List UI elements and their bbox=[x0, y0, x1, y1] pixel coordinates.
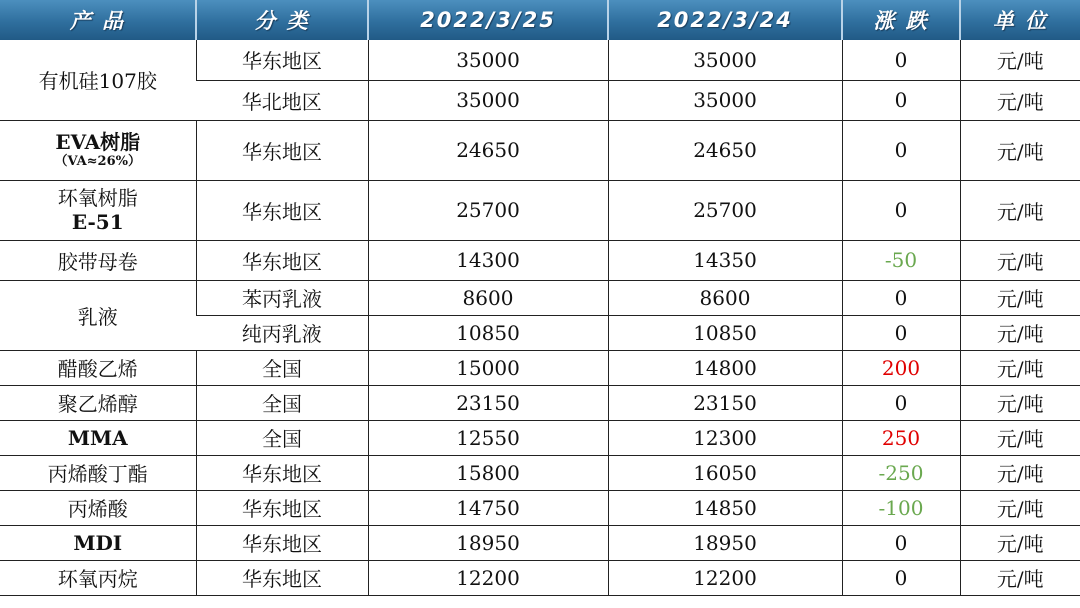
unit-cell: 元/吨 bbox=[960, 420, 1080, 455]
change-cell: 0 bbox=[842, 120, 960, 180]
unit-cell: 元/吨 bbox=[960, 560, 1080, 595]
unit-cell: 元/吨 bbox=[960, 455, 1080, 490]
region-cell: 华东地区 bbox=[196, 525, 368, 560]
region-cell: 苯丙乳液 bbox=[196, 280, 368, 315]
price-current: 12550 bbox=[368, 420, 608, 455]
unit-cell: 元/吨 bbox=[960, 280, 1080, 315]
unit-cell: 元/吨 bbox=[960, 525, 1080, 560]
product-name: 有机硅107胶 bbox=[0, 40, 196, 120]
product-name: 胶带母卷 bbox=[0, 240, 196, 280]
table-row bbox=[0, 385, 1080, 420]
region-cell: 全国 bbox=[196, 420, 368, 455]
product-name: 醋酸乙烯 bbox=[0, 350, 196, 385]
header-category: 分 类 bbox=[196, 0, 368, 40]
product-name: 丙烯酸丁酯 bbox=[0, 455, 196, 490]
unit-cell: 元/吨 bbox=[960, 40, 1080, 80]
table-header bbox=[0, 0, 1080, 40]
table-row bbox=[0, 240, 1080, 280]
change-cell: 0 bbox=[842, 280, 960, 315]
product-name: 聚乙烯醇 bbox=[0, 385, 196, 420]
price-previous: 23150 bbox=[608, 385, 842, 420]
change-cell: 0 bbox=[842, 180, 960, 240]
change-cell: 200 bbox=[842, 350, 960, 385]
header-change: 涨 跌 bbox=[842, 0, 960, 40]
price-current: 12200 bbox=[368, 560, 608, 595]
header-unit: 单 位 bbox=[960, 0, 1080, 40]
table-row bbox=[0, 280, 1080, 315]
product-sub-label: E-51 bbox=[71, 210, 124, 234]
unit-cell: 元/吨 bbox=[960, 490, 1080, 525]
product-name: MDI bbox=[0, 525, 196, 560]
price-current: 24650 bbox=[368, 120, 608, 180]
table-row bbox=[0, 490, 1080, 525]
price-current: 18950 bbox=[368, 525, 608, 560]
unit-cell: 元/吨 bbox=[960, 240, 1080, 280]
change-cell: 0 bbox=[842, 525, 960, 560]
header-date-1: 2022/3/25 bbox=[368, 0, 608, 40]
change-cell: -100 bbox=[842, 490, 960, 525]
change-cell: -250 bbox=[842, 455, 960, 490]
price-current: 8600 bbox=[368, 280, 608, 315]
price-previous: 14800 bbox=[608, 350, 842, 385]
change-cell: 0 bbox=[842, 80, 960, 120]
change-cell: 0 bbox=[842, 315, 960, 350]
region-cell: 纯丙乳液 bbox=[196, 315, 368, 350]
price-previous: 14350 bbox=[608, 240, 842, 280]
header-date-2: 2022/3/24 bbox=[608, 0, 842, 40]
region-cell: 华东地区 bbox=[196, 490, 368, 525]
unit-cell: 元/吨 bbox=[960, 120, 1080, 180]
price-previous: 18950 bbox=[608, 525, 842, 560]
price-current: 25700 bbox=[368, 180, 608, 240]
header-product: 产 品 bbox=[0, 0, 196, 40]
product-name bbox=[0, 180, 196, 240]
table-row bbox=[0, 180, 1080, 240]
unit-cell: 元/吨 bbox=[960, 180, 1080, 240]
table-row bbox=[0, 40, 1080, 80]
price-current: 15800 bbox=[368, 455, 608, 490]
table-row bbox=[0, 350, 1080, 385]
price-current: 14300 bbox=[368, 240, 608, 280]
region-cell: 全国 bbox=[196, 385, 368, 420]
price-previous: 35000 bbox=[608, 80, 842, 120]
price-current: 10850 bbox=[368, 315, 608, 350]
table-row bbox=[0, 455, 1080, 490]
change-cell: 250 bbox=[842, 420, 960, 455]
product-name: 丙烯酸 bbox=[0, 490, 196, 525]
unit-cell: 元/吨 bbox=[960, 350, 1080, 385]
price-previous: 24650 bbox=[608, 120, 842, 180]
region-cell: 华东地区 bbox=[196, 240, 368, 280]
price-current: 14750 bbox=[368, 490, 608, 525]
price-current: 35000 bbox=[368, 80, 608, 120]
price-previous: 10850 bbox=[608, 315, 842, 350]
change-cell: -50 bbox=[842, 240, 960, 280]
unit-cell: 元/吨 bbox=[960, 315, 1080, 350]
price-previous: 12300 bbox=[608, 420, 842, 455]
product-name: MMA bbox=[0, 420, 196, 455]
price-previous: 8600 bbox=[608, 280, 842, 315]
table-row bbox=[0, 120, 1080, 180]
region-cell: 华东地区 bbox=[196, 455, 368, 490]
product-main-label: EVA树脂 bbox=[55, 130, 141, 154]
product-name: 环氧丙烷 bbox=[0, 560, 196, 595]
table-row bbox=[0, 525, 1080, 560]
product-name bbox=[0, 120, 196, 180]
price-previous: 14850 bbox=[608, 490, 842, 525]
price-previous: 25700 bbox=[608, 180, 842, 240]
price-current: 15000 bbox=[368, 350, 608, 385]
product-main-label: 环氧树脂 bbox=[57, 186, 138, 210]
region-cell: 全国 bbox=[196, 350, 368, 385]
change-cell: 0 bbox=[842, 40, 960, 80]
change-cell: 0 bbox=[842, 560, 960, 595]
product-name: 乳液 bbox=[0, 280, 196, 350]
product-sub-label: （VA≈26%） bbox=[54, 154, 141, 169]
unit-cell: 元/吨 bbox=[960, 385, 1080, 420]
region-cell: 华东地区 bbox=[196, 560, 368, 595]
price-previous: 16050 bbox=[608, 455, 842, 490]
price-current: 35000 bbox=[368, 40, 608, 80]
change-cell: 0 bbox=[842, 385, 960, 420]
table-row bbox=[0, 560, 1080, 595]
table-row bbox=[0, 420, 1080, 455]
region-cell: 华北地区 bbox=[196, 80, 368, 120]
price-current: 23150 bbox=[368, 385, 608, 420]
unit-cell: 元/吨 bbox=[960, 80, 1080, 120]
region-cell: 华东地区 bbox=[196, 40, 368, 80]
region-cell: 华东地区 bbox=[196, 120, 368, 180]
price-previous: 12200 bbox=[608, 560, 842, 595]
price-previous: 35000 bbox=[608, 40, 842, 80]
region-cell: 华东地区 bbox=[196, 180, 368, 240]
